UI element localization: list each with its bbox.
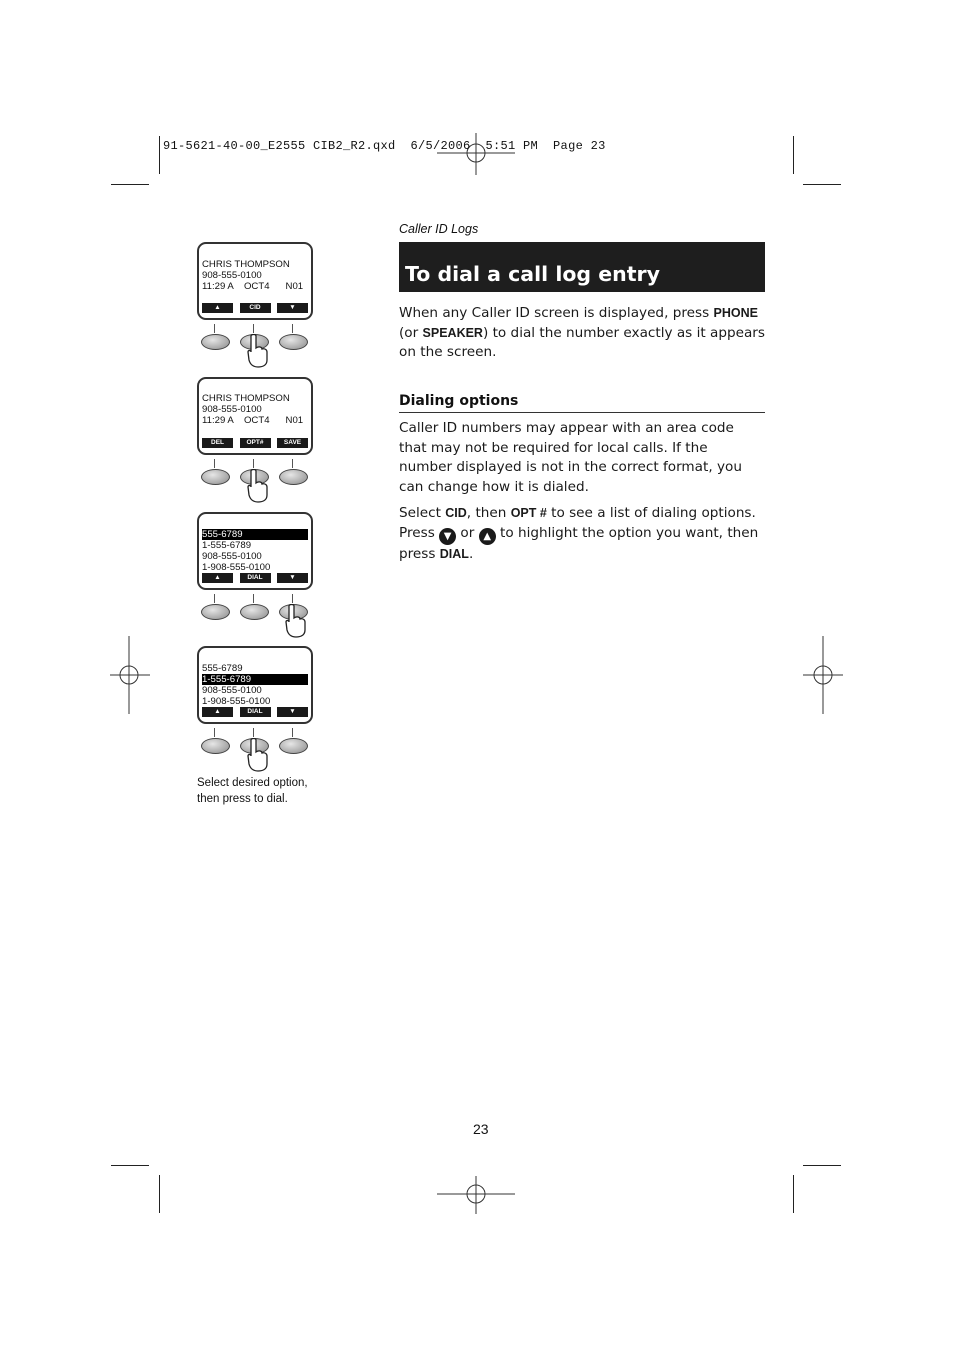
softkey-label: SAVE <box>277 438 308 448</box>
softkey-label: ▲ <box>202 573 233 583</box>
crop-mark <box>111 184 149 185</box>
instruction-text: to see a list of dialing options. <box>546 505 756 521</box>
dialing-options-paragraph: Caller ID numbers may appear with an area code that may not be required for local calls. If the number displayed is not in the correct format, you can change how it is dialed. <box>399 420 742 495</box>
softkey-button <box>201 738 230 754</box>
instruction-text: or <box>456 524 479 541</box>
registration-mark-icon <box>437 1176 515 1214</box>
softkey-label: ▲ <box>202 707 233 717</box>
divider <box>292 324 293 333</box>
screen-line: CHRIS THOMPSON <box>202 259 290 270</box>
illustration-caption <box>197 776 308 807</box>
screen-line: 1-908-555-0100 <box>202 696 271 707</box>
crop-mark <box>803 184 841 185</box>
section-label: Caller ID Logs <box>399 222 479 236</box>
softkey-label: DIAL <box>240 573 271 583</box>
phone-key-label: PHONE <box>713 306 758 320</box>
registration-mark-icon <box>110 636 150 714</box>
instruction-text: Select <box>399 505 446 521</box>
handset-screen <box>197 646 313 724</box>
softkey-label: DEL <box>202 438 233 448</box>
up-arrow-key-icon: ▲ <box>479 528 496 545</box>
speaker-key-label: SPEAKER <box>422 325 483 340</box>
cid-key-label: CID <box>445 506 467 520</box>
crop-mark <box>793 136 794 174</box>
divider <box>253 728 254 737</box>
intro-text: ) to dial the number exactly as it appears on the screen. <box>399 324 765 360</box>
divider <box>292 594 293 603</box>
intro-text: When any Caller ID screen is displayed, press <box>399 305 714 321</box>
softkey-button <box>279 469 308 485</box>
pressing-finger-icon <box>247 738 269 772</box>
screen-line: 908-555-0100 <box>202 685 262 696</box>
file-slug: 91-5621-40-00_E2555 CIB2_R2.qxd 6/5/2006 5:51 PM Page 23 <box>163 139 606 153</box>
divider <box>214 324 215 333</box>
softkey-label: ▲ <box>202 303 233 313</box>
softkey-button <box>279 738 308 754</box>
instruction-text: Press <box>399 524 440 541</box>
screen-line: 11:29 A OCT4 N01 <box>202 415 304 426</box>
divider <box>292 728 293 737</box>
page-number: 23 <box>473 1121 489 1137</box>
screen-line: 555-6789 <box>202 663 243 674</box>
page-title-bar <box>399 242 765 292</box>
down-arrow-key-icon: ▼ <box>439 528 456 545</box>
screen-line: 11:29 A OCT4 N01 <box>202 281 304 292</box>
instruction-text: . <box>468 545 474 562</box>
opt-key-label: OPT # <box>510 506 547 520</box>
divider <box>214 728 215 737</box>
dial-key-label: DIAL <box>439 546 469 561</box>
handset-screen <box>197 377 313 455</box>
registration-mark-icon <box>803 636 843 714</box>
crop-mark <box>803 1165 841 1166</box>
screen-line: 908-555-0100 <box>202 404 262 415</box>
intro-text: (or <box>399 324 423 341</box>
softkey-label: ▼ <box>277 573 308 583</box>
softkey-button <box>279 334 308 350</box>
pressing-finger-icon <box>247 334 269 368</box>
crop-mark <box>159 1175 160 1213</box>
softkey-button <box>201 334 230 350</box>
screen-line: 908-555-0100 <box>202 551 262 562</box>
crop-mark <box>111 1165 149 1166</box>
dialing-instructions <box>399 504 767 564</box>
divider <box>253 324 254 333</box>
softkey-label: ▼ <box>277 303 308 313</box>
softkey-label: DIAL <box>240 707 271 717</box>
screen-line: CHRIS THOMPSON <box>202 393 290 404</box>
crop-mark <box>159 136 160 174</box>
pressing-finger-icon <box>285 604 307 638</box>
pressing-finger-icon <box>247 469 269 503</box>
dialing-options-heading: Dialing options <box>399 393 765 413</box>
screen-line: 1-555-6789 <box>202 540 252 551</box>
divider <box>214 459 215 468</box>
softkey-label: OPT# <box>240 438 271 448</box>
screen-line-highlighted: 1-555-6789 <box>202 674 308 685</box>
instruction-text: to highlight the option you want, then press <box>399 524 759 562</box>
handset-screen <box>197 242 313 320</box>
caption-line: Select desired option, <box>197 777 308 789</box>
caption-line: then press to dial. <box>197 792 288 805</box>
intro-paragraph <box>399 304 769 363</box>
softkey-label: ▼ <box>277 707 308 717</box>
softkey-button <box>201 604 230 620</box>
softkey-label: CID <box>240 303 271 313</box>
crop-mark <box>793 1175 794 1213</box>
screen-line: 908-555-0100 <box>202 270 262 281</box>
screen-line-highlighted: 555-6789 <box>202 529 308 540</box>
divider <box>253 594 254 603</box>
instruction-text: , then <box>466 505 511 521</box>
handset-screen <box>197 512 313 590</box>
divider <box>214 594 215 603</box>
divider <box>292 459 293 468</box>
divider <box>253 459 254 468</box>
softkey-button <box>201 469 230 485</box>
screen-line: 1-908-555-0100 <box>202 562 271 573</box>
page-title: To dial a call log entry <box>405 262 661 286</box>
softkey-button <box>240 604 269 620</box>
